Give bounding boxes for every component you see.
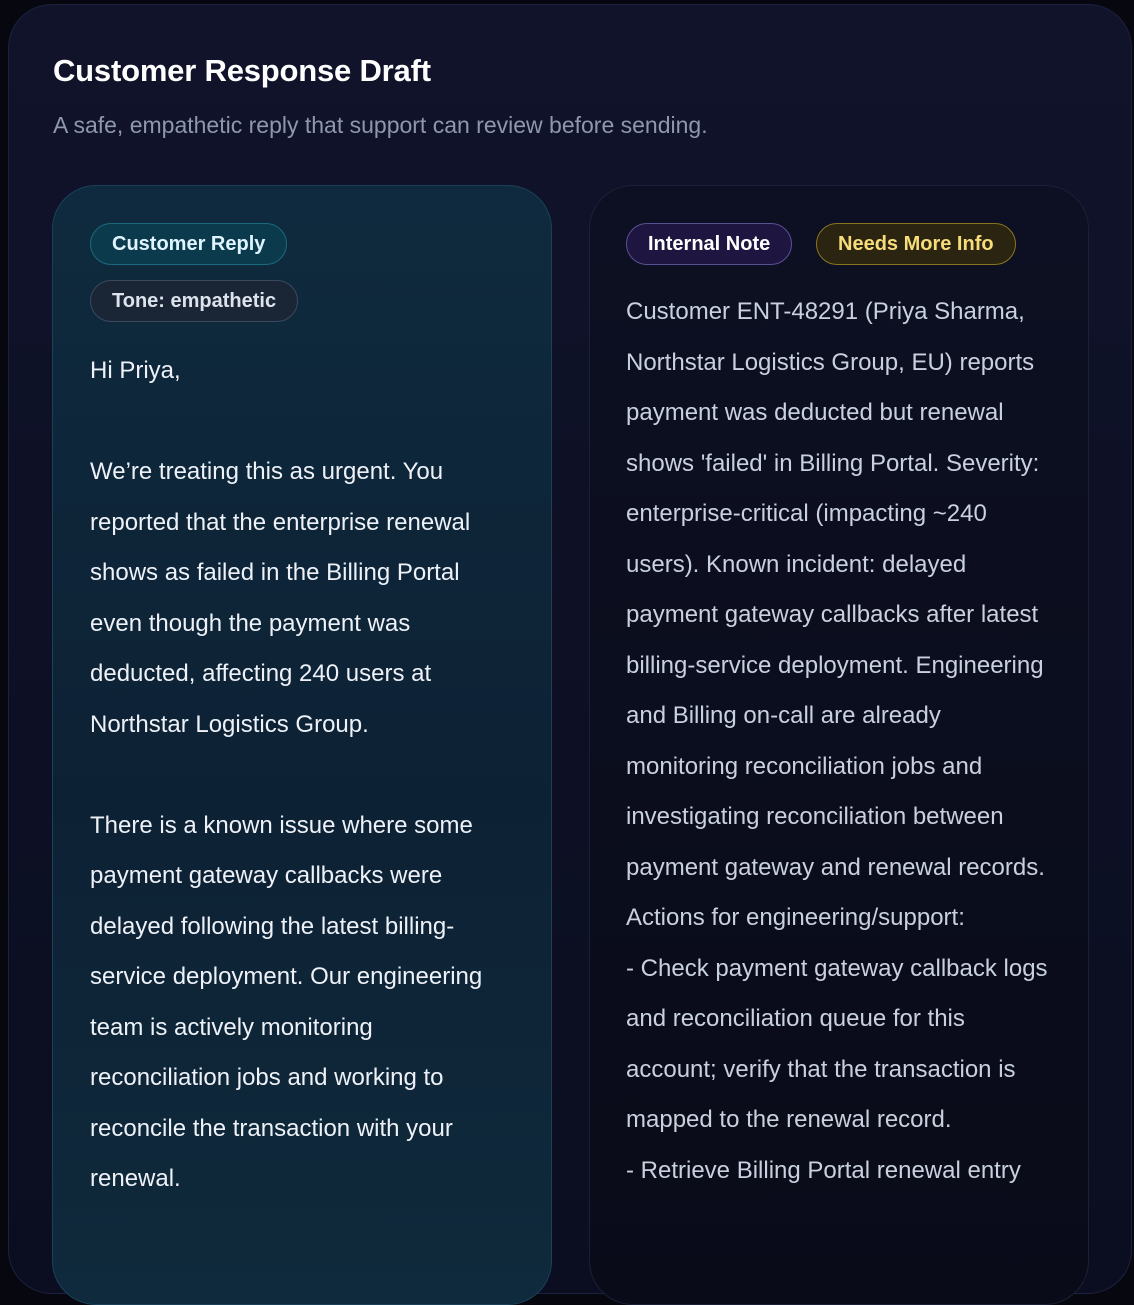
needs-more-info-badge: Needs More Info <box>816 223 1016 265</box>
page-subtitle: A safe, empathetic reply that support can review before sending. <box>53 112 708 138</box>
internal-note-badge: Internal Note <box>626 223 792 265</box>
customer-reply-text: Hi Priya, We’re treating this as urgent. You reported that the enterprise renewal shows as failed in the Billing Portal even though the payment was deducted, affecting 240 users at Northstar Logistics Group. There is a known issue where some payment gateway callbacks were delayed following the latest billing-service deployment. Our engineering team is actively monitoring reconciliation jobs and working to reconcile the transaction with your renewal. <box>90 357 483 1192</box>
tone-badge: Tone: empathetic <box>90 280 298 322</box>
internal-note-card <box>589 185 1089 1305</box>
page-title: Customer Response Draft <box>53 53 431 88</box>
internal-note-text: Customer ENT-48291 (Priya Sharma, Northstar Logistics Group, EU) reports payment was deducted but renewal shows 'failed' in Billing Portal. Severity: enterprise-critical (impacting ~240 users). Known incident: delayed payment gateway callbacks after latest billing-service deployment. Engineering and Billing on-call are already monitoring reconciliation jobs and investigating reconciliation between payment gateway and renewal records. Actions for engineering/support: - Check payment gateway callback logs and reconciliation queue for this account; verify that the transaction is mapped to the renewal record. - Retrieve Billing Portal renewal entry <box>626 298 1048 1184</box>
customer-reply-badge: Customer Reply <box>90 223 287 265</box>
customer-reply-card <box>52 185 552 1305</box>
draft-panel <box>8 4 1132 1294</box>
